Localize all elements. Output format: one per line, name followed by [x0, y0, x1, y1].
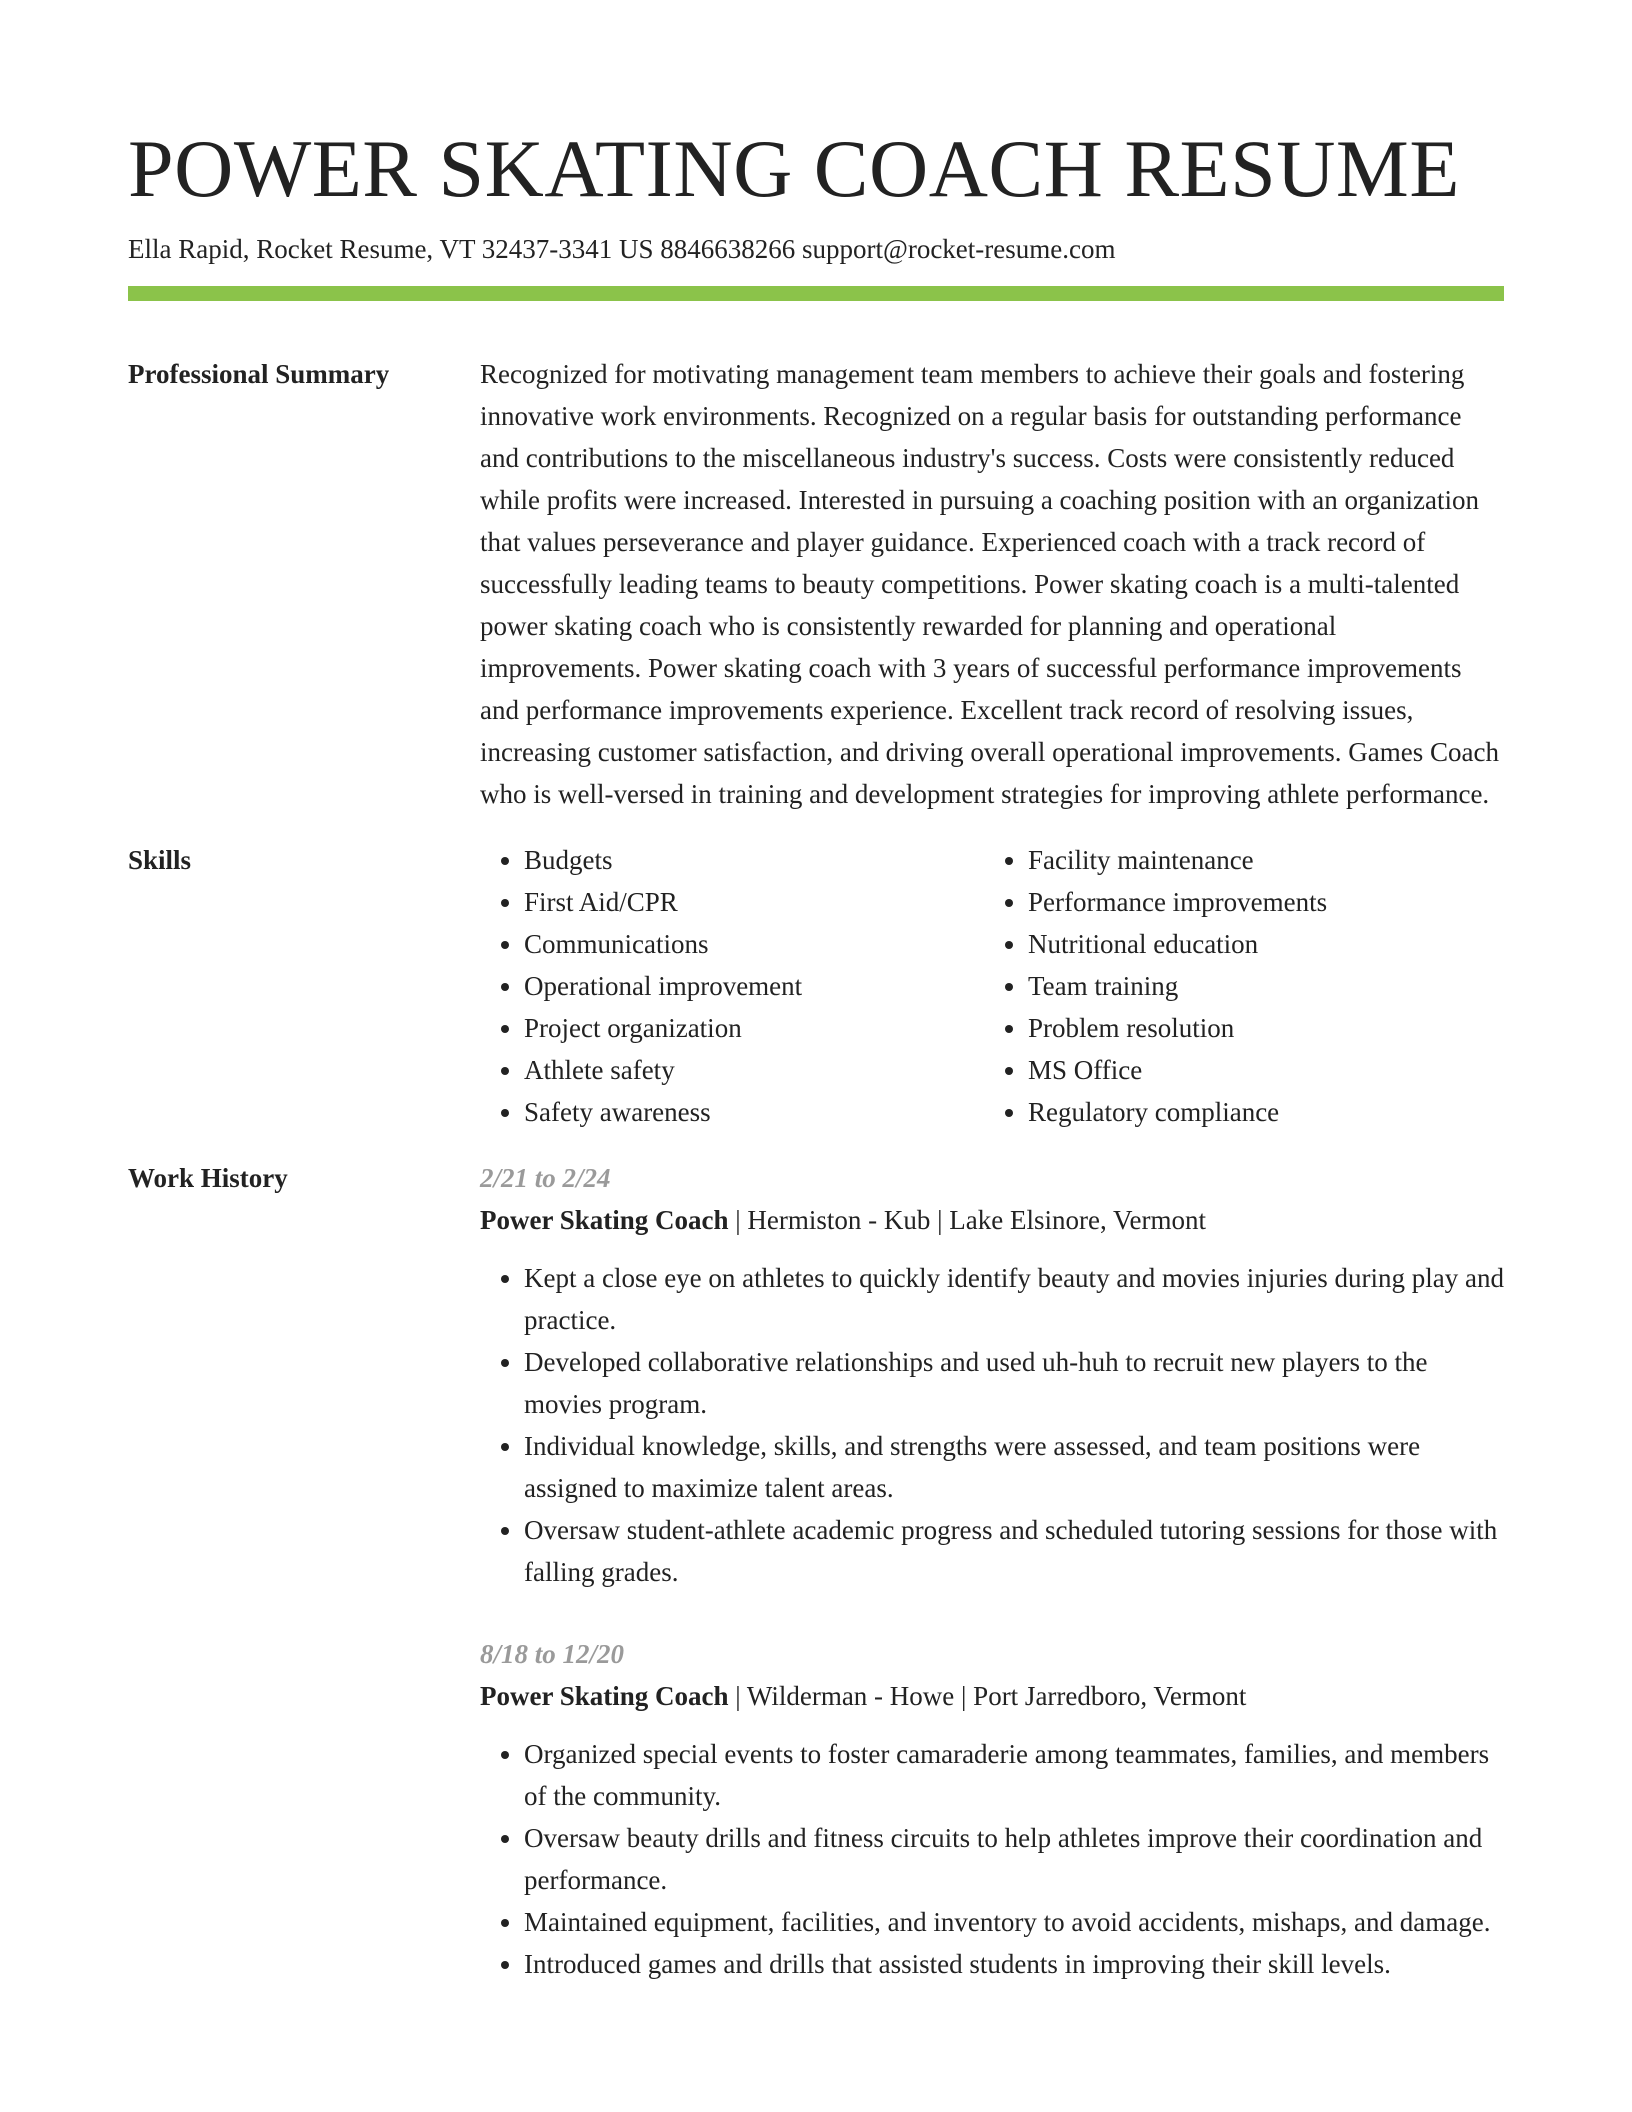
- accent-divider: [128, 286, 1504, 301]
- job-title: Power Skating Coach: [480, 1681, 729, 1711]
- skill-item: • Nutritional education: [1028, 923, 1488, 965]
- skills-list-left: [480, 839, 984, 1133]
- job-bullet: • Kept a close eye on athletes to quickly identify beauty and movies injuries during play and practice.: [524, 1257, 1504, 1341]
- job-bullet: • Individual knowledge, skills, and strengths were assessed, and team positions were assigned to maximize talent areas.: [524, 1425, 1504, 1509]
- job-title-line: [480, 1675, 1504, 1717]
- job-bullet: • Oversaw student-athlete academic progress and scheduled tutoring sessions for those with falling grades.: [524, 1509, 1504, 1593]
- summary-body: [480, 353, 1504, 815]
- skill-item: • Problem resolution: [1028, 1007, 1488, 1049]
- work-history-section: [128, 1157, 1504, 2025]
- skill-item: • MS Office: [1028, 1049, 1488, 1091]
- resume-title: POWER SKATING COACH RESUME: [128, 123, 1460, 214]
- contact-line: Ella Rapid, Rocket Resume, VT 32437-3341 US 8846638266 support@rocket-resume.com: [128, 234, 1116, 264]
- job-bullet: • Organized special events to foster camaraderie among teammates, families, and members of the community.: [524, 1733, 1504, 1817]
- job-details: | Hermiston - Kub | Lake Elsinore, Vermont: [728, 1205, 1206, 1235]
- work-history-heading: Work History: [128, 1163, 288, 1193]
- summary-text: Recognized for motivating management team members to achieve their goals and fostering innovative work environments. Recognized on a regular basis for outstanding performance and contributions to the miscellaneous industry's success. Costs were consistently reduced while profits were increased. Interested in pursuing a coaching position with an organization that values perseverance and player guidance. Experienced coach with a track record of successfully leading teams to beauty competitions. Power skating coach is a multi-talented power skating coach who is consistently rewarded for planning and operational improvements. Power skating coach with 3 years of successful performance improvements and performance improvements experience. Excellent track record of resolving issues, increasing customer satisfaction, and driving overall operational improvements. Games Coach who is well-versed in training and development strategies for improving athlete performance.: [480, 359, 1499, 809]
- job-entry: [480, 1157, 1504, 1593]
- skill-item: • Communications: [524, 923, 984, 965]
- skills-columns: [480, 839, 1504, 1133]
- job-title: Power Skating Coach: [480, 1205, 729, 1235]
- job-bullet: • Oversaw beauty drills and fitness circuits to help athletes improve their coordination and performance.: [524, 1817, 1504, 1901]
- summary-section: [128, 353, 1504, 815]
- skills-section: [128, 839, 1504, 1133]
- skill-item: • Athlete safety: [524, 1049, 984, 1091]
- skill-item: • Regulatory compliance: [1028, 1091, 1488, 1133]
- work-history-body: [480, 1157, 1504, 2025]
- job-bullet: • Developed collaborative relationships and used uh-huh to recruit new players to the movies program.: [524, 1341, 1504, 1425]
- job-dates: 8/18 to 12/20: [480, 1639, 625, 1669]
- job-details: | Wilderman - Howe | Port Jarredboro, Vermont: [728, 1681, 1247, 1711]
- job-bullets: [480, 1733, 1504, 1985]
- job-title-line: [480, 1199, 1504, 1241]
- skill-item: • Operational improvement: [524, 965, 984, 1007]
- skill-item: • Performance improvements: [1028, 881, 1488, 923]
- summary-heading: Professional Summary: [128, 359, 390, 389]
- skill-item: • Budgets: [524, 839, 984, 881]
- skill-item: • Project organization: [524, 1007, 984, 1049]
- skill-item: • Safety awareness: [524, 1091, 984, 1133]
- job-entry: [480, 1633, 1504, 1985]
- job-bullets: [480, 1257, 1504, 1593]
- job-dates: 2/21 to 2/24: [480, 1163, 611, 1193]
- job-bullet: • Maintained equipment, facilities, and inventory to avoid accidents, mishaps, and damage.: [524, 1901, 1504, 1943]
- job-bullet: • Introduced games and drills that assisted students in improving their skill levels.: [524, 1943, 1504, 1985]
- skill-item: • Facility maintenance: [1028, 839, 1488, 881]
- skill-item: • Team training: [1028, 965, 1488, 1007]
- skills-body: [480, 839, 1504, 1133]
- skills-heading: Skills: [128, 845, 192, 875]
- skill-item: • First Aid/CPR: [524, 881, 984, 923]
- skills-list-right: [984, 839, 1488, 1133]
